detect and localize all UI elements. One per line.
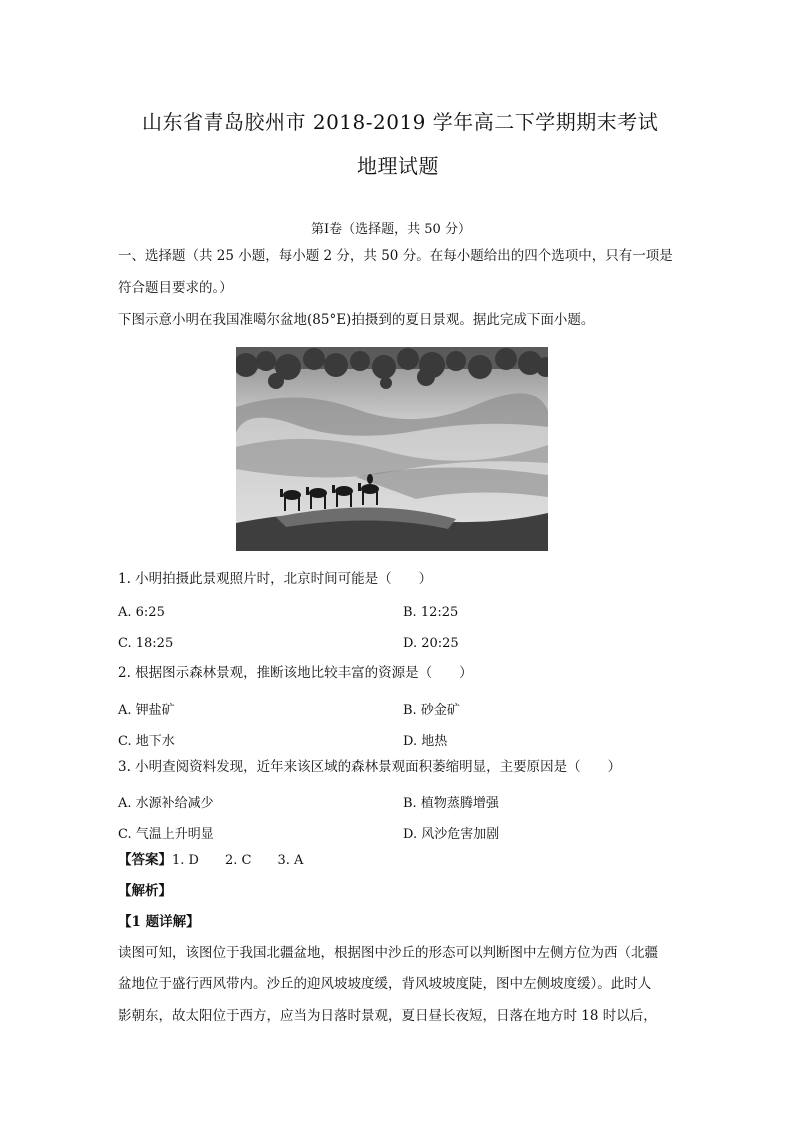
question-3-option-a: A. 水源补给减少 xyxy=(118,796,214,811)
instructions-line-2: 符合题目要求的。） xyxy=(118,280,233,296)
answer-label: 【答案】 xyxy=(118,852,172,868)
question-3-option-c: C. 气温上升明显 xyxy=(118,827,214,842)
document-title: 山东省青岛胶州市 2018-2019 学年高二下学期期末考试 xyxy=(142,110,659,134)
detail-label: 【1 题详解】 xyxy=(118,914,200,930)
question-1-option-b: B. 12:25 xyxy=(403,605,459,620)
question-2-option-c: C. 地下水 xyxy=(118,734,175,749)
question-3-option-d: D. 风沙危害加剧 xyxy=(403,827,500,842)
question-1-option-a: A. 6:25 xyxy=(118,605,165,620)
answer-row xyxy=(118,854,303,868)
detail-line-3: 影朝东，故太阳位于西方，应当为日落时景观，夏日昼长夜短，日落在地方时 18 时以后， xyxy=(118,1008,657,1024)
detail-line-2: 盆地位于盛行西风带内。沙丘的迎风坡坡度缓，背风坡坡度陡，图中左侧坡度缓）。此时人 xyxy=(118,976,652,992)
detail-line-1: 读图可知，该图位于我国北疆盆地，根据图中沙丘的形态可以判断图中左侧方位为西（北疆 xyxy=(118,945,658,961)
question-intro: 下图示意小明在我国准噶尔盆地(85°E)拍摄到的夏日景观。据此完成下面小题。 xyxy=(118,312,595,328)
question-1-option-c: C. 18:25 xyxy=(118,636,174,651)
question-2-option-a: A. 钾盐矿 xyxy=(118,703,175,718)
question-3-option-b: B. 植物蒸腾增强 xyxy=(403,796,499,811)
section-header: 第Ⅰ卷（选择题，共 50 分） xyxy=(311,222,471,237)
question-2-option-b: B. 砂金矿 xyxy=(403,703,460,718)
document-subtitle: 地理试题 xyxy=(357,154,439,178)
analysis-label: 【解析】 xyxy=(118,883,172,899)
desert-camel-photo xyxy=(236,347,548,551)
question-1-stem: 1. 小明拍摄此景观照片时，北京时间可能是（ ） xyxy=(118,571,433,587)
question-2-option-d: D. 地热 xyxy=(403,734,448,749)
question-1-option-d: D. 20:25 xyxy=(403,636,459,651)
question-2-stem: 2. 根据图示森林景观，推断该地比较丰富的资源是（ ） xyxy=(118,665,473,681)
question-3-stem: 3. 小明查阅资料发现，近年来该区域的森林景观面积萎缩明显，主要原因是（ ） xyxy=(118,759,622,775)
answer-text: 1. D 2. C 3. A xyxy=(172,853,304,868)
instructions-line-1: 一、选择题（共 25 小题，每小题 2 分，共 50 分。在每小题给出的四个选项中，只有一项是 xyxy=(118,248,673,264)
